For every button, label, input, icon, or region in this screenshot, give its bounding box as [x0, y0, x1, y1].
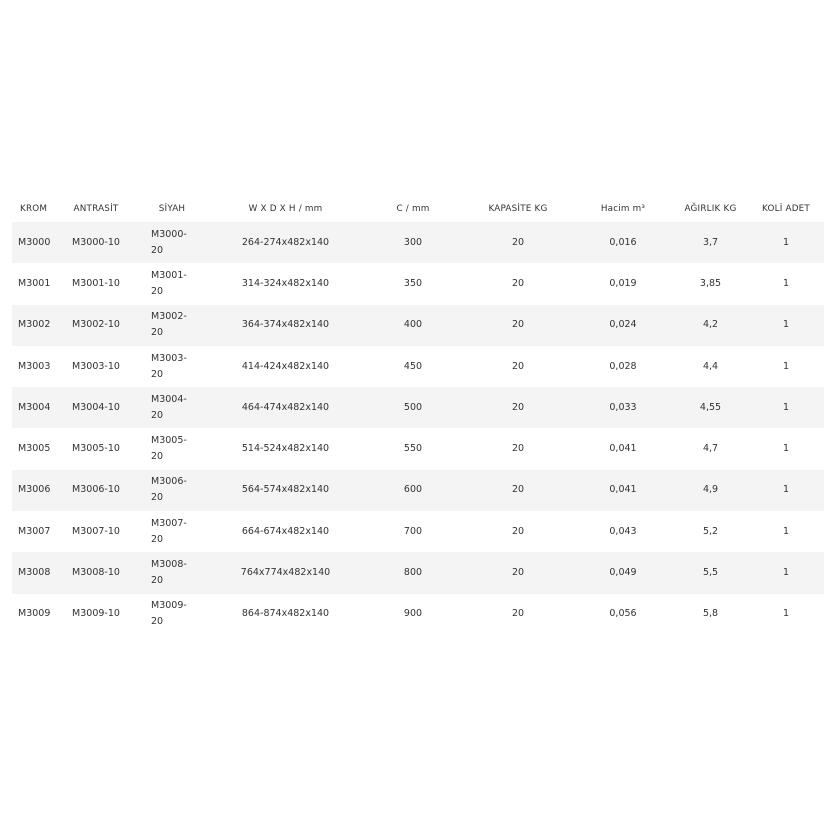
- product-spec-table: [12, 196, 824, 635]
- cell-capacity: 20: [463, 470, 573, 511]
- cell-siyah-text: M3002-20: [151, 311, 187, 339]
- cell-box-qty: 1: [748, 594, 824, 635]
- cell-krom-code: M3000: [12, 222, 56, 263]
- cell-volume: 0,019: [573, 263, 673, 304]
- cell-capacity: 20: [463, 387, 573, 428]
- cell-krom-code: M3004: [12, 387, 56, 428]
- cell-weight: 5,2: [673, 511, 748, 552]
- cell-antrasit-code: M3003-10: [56, 346, 136, 387]
- header-volume: Hacim m³: [600, 204, 646, 214]
- cell-weight: 3,85: [673, 263, 748, 304]
- header-antrasit: ANTRASİT: [73, 204, 119, 214]
- table-row: [12, 470, 824, 511]
- cell-dimensions: 564-574x482x140: [208, 470, 363, 511]
- cell-c-mm: 700: [363, 511, 463, 552]
- cell-siyah-code: [136, 346, 208, 387]
- cell-siyah-code: [136, 428, 208, 469]
- cell-siyah-text: M3008-20: [151, 559, 187, 587]
- cell-siyah-code: [136, 263, 208, 304]
- cell-capacity: 20: [463, 305, 573, 346]
- cell-krom-code: M3009: [12, 594, 56, 635]
- cell-siyah-code: [136, 594, 208, 635]
- header-weight: AĞIRLIK KG: [684, 204, 737, 214]
- cell-volume: 0,016: [573, 222, 673, 263]
- cell-siyah-text: M3004-20: [151, 393, 187, 421]
- cell-volume: 0,041: [573, 470, 673, 511]
- cell-dimensions: 364-374x482x140: [208, 305, 363, 346]
- cell-krom-code: M3003: [12, 346, 56, 387]
- cell-weight: 4,55: [673, 387, 748, 428]
- header-krom: KROM: [20, 204, 48, 214]
- cell-capacity: 20: [463, 222, 573, 263]
- cell-siyah-text: M3001-20: [151, 269, 187, 297]
- cell-capacity: 20: [463, 594, 573, 635]
- cell-antrasit-code: M3007-10: [56, 511, 136, 552]
- cell-antrasit-code: M3000-10: [56, 222, 136, 263]
- table-row: [12, 428, 824, 469]
- cell-c-mm: 300: [363, 222, 463, 263]
- cell-dimensions: 664-674x482x140: [208, 511, 363, 552]
- cell-dimensions: 464-474x482x140: [208, 387, 363, 428]
- cell-krom-code: M3006: [12, 470, 56, 511]
- cell-dimensions: 414-424x482x140: [208, 346, 363, 387]
- cell-volume: 0,043: [573, 511, 673, 552]
- table-row: [12, 222, 824, 263]
- cell-siyah-code: [136, 470, 208, 511]
- cell-krom-code: M3005: [12, 428, 56, 469]
- cell-volume: 0,049: [573, 552, 673, 593]
- table-body: [12, 222, 824, 635]
- table-header: [12, 196, 824, 222]
- header-row: [12, 196, 824, 222]
- cell-siyah-code: [136, 387, 208, 428]
- header-dimensions: W X D X H / mm: [248, 204, 323, 214]
- cell-weight: 4,7: [673, 428, 748, 469]
- header-capacity: KAPASİTE KG: [488, 204, 548, 214]
- cell-box-qty: 1: [748, 346, 824, 387]
- cell-krom-code: M3002: [12, 305, 56, 346]
- cell-krom-code: M3001: [12, 263, 56, 304]
- cell-box-qty: 1: [748, 387, 824, 428]
- cell-krom-code: M3007: [12, 511, 56, 552]
- cell-c-mm: 800: [363, 552, 463, 593]
- cell-capacity: 20: [463, 428, 573, 469]
- table-row: [12, 305, 824, 346]
- cell-siyah-text: M3003-20: [151, 352, 187, 380]
- cell-siyah-code: [136, 222, 208, 263]
- cell-antrasit-code: M3008-10: [56, 552, 136, 593]
- cell-antrasit-code: M3006-10: [56, 470, 136, 511]
- cell-capacity: 20: [463, 552, 573, 593]
- cell-siyah-text: M3007-20: [151, 517, 187, 545]
- cell-weight: 4,9: [673, 470, 748, 511]
- cell-volume: 0,024: [573, 305, 673, 346]
- cell-box-qty: 1: [748, 511, 824, 552]
- cell-antrasit-code: M3001-10: [56, 263, 136, 304]
- cell-box-qty: 1: [748, 470, 824, 511]
- cell-weight: 4,4: [673, 346, 748, 387]
- cell-weight: 4,2: [673, 305, 748, 346]
- cell-c-mm: 400: [363, 305, 463, 346]
- table-row: [12, 346, 824, 387]
- cell-volume: 0,033: [573, 387, 673, 428]
- cell-siyah-text: M3005-20: [151, 435, 187, 463]
- cell-dimensions: 764x774x482x140: [208, 552, 363, 593]
- cell-antrasit-code: M3009-10: [56, 594, 136, 635]
- cell-c-mm: 900: [363, 594, 463, 635]
- cell-box-qty: 1: [748, 428, 824, 469]
- cell-capacity: 20: [463, 263, 573, 304]
- cell-krom-code: M3008: [12, 552, 56, 593]
- table-row: [12, 552, 824, 593]
- cell-c-mm: 500: [363, 387, 463, 428]
- cell-c-mm: 550: [363, 428, 463, 469]
- cell-dimensions: 264-274x482x140: [208, 222, 363, 263]
- cell-capacity: 20: [463, 511, 573, 552]
- cell-box-qty: 1: [748, 222, 824, 263]
- cell-antrasit-code: M3004-10: [56, 387, 136, 428]
- cell-siyah-text: M3000-20: [151, 228, 187, 256]
- header-siyah: SİYAH: [158, 204, 186, 214]
- cell-weight: 5,5: [673, 552, 748, 593]
- cell-box-qty: 1: [748, 305, 824, 346]
- header-c-mm: C / mm: [396, 204, 430, 214]
- cell-volume: 0,041: [573, 428, 673, 469]
- cell-siyah-code: [136, 305, 208, 346]
- table-row: [12, 511, 824, 552]
- table-row: [12, 263, 824, 304]
- cell-dimensions: 864-874x482x140: [208, 594, 363, 635]
- cell-siyah-code: [136, 511, 208, 552]
- cell-box-qty: 1: [748, 552, 824, 593]
- header-box-qty: KOLİ ADET: [761, 204, 811, 214]
- cell-volume: 0,056: [573, 594, 673, 635]
- table-row: [12, 594, 824, 635]
- cell-weight: 5,8: [673, 594, 748, 635]
- cell-c-mm: 450: [363, 346, 463, 387]
- cell-volume: 0,028: [573, 346, 673, 387]
- cell-siyah-code: [136, 552, 208, 593]
- cell-dimensions: 514-524x482x140: [208, 428, 363, 469]
- cell-capacity: 20: [463, 346, 573, 387]
- cell-siyah-text: M3006-20: [151, 476, 187, 504]
- cell-antrasit-code: M3005-10: [56, 428, 136, 469]
- cell-weight: 3,7: [673, 222, 748, 263]
- cell-dimensions: 314-324x482x140: [208, 263, 363, 304]
- cell-siyah-text: M3009-20: [151, 600, 187, 628]
- cell-antrasit-code: M3002-10: [56, 305, 136, 346]
- table-row: [12, 387, 824, 428]
- cell-box-qty: 1: [748, 263, 824, 304]
- cell-c-mm: 350: [363, 263, 463, 304]
- cell-c-mm: 600: [363, 470, 463, 511]
